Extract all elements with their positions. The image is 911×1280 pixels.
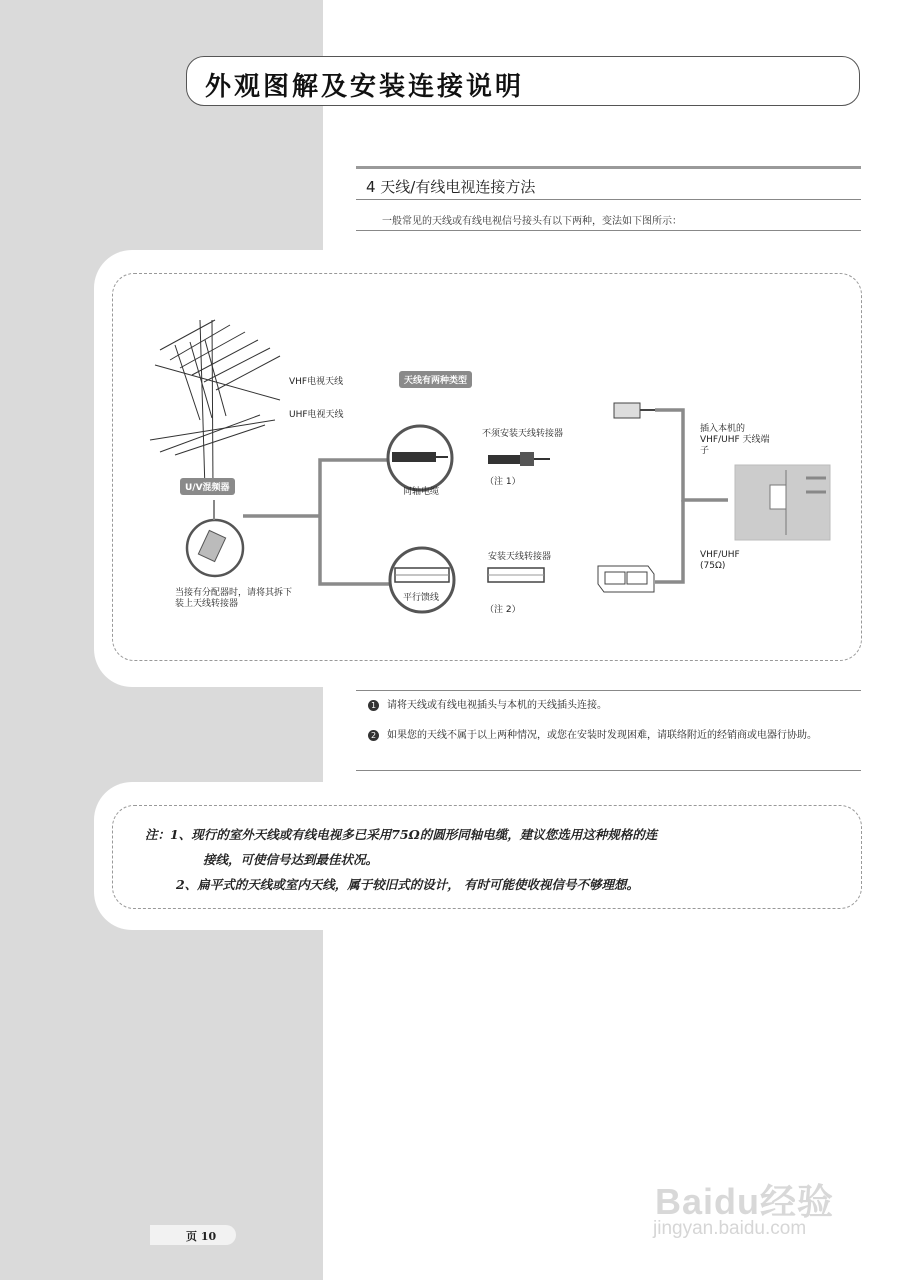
insert-terminal-label: 插入本机的 VHF/UHF 天线端子 <box>700 424 770 456</box>
note-text: 请将天线或有线电视插头与本机的天线插头连接。 <box>387 700 607 711</box>
note2-label: （注 2） <box>485 605 521 615</box>
no-adapter-label: 不须安装天线转接器 <box>482 429 564 439</box>
page-number-box <box>150 1225 236 1245</box>
note-text: 如果您的天线不属于以上两种情况，或您在安装时发现困难，请联络附近的经销商或电器行协助。 <box>387 730 817 741</box>
flat-cable-label: 平行馈线 <box>403 593 440 603</box>
remark-line-1: 注：1、现行的室外天线或有线电视多已采用75Ω的圆形同轴电缆，建议您选用这种规格的连 <box>145 827 658 842</box>
coax-cable-icon <box>388 426 452 490</box>
flat-adapter-icon <box>488 568 544 582</box>
vhf-antenna-label: VHF电视天线 <box>289 377 344 387</box>
remark-line-1b: 接线，可使信号达到最佳状况。 <box>203 852 379 867</box>
watermark-url: jingyan.baidu.com <box>653 1218 807 1239</box>
coax-plug-icon <box>488 452 550 466</box>
mixer-icon <box>187 500 243 576</box>
watermark <box>645 1170 865 1250</box>
uhf-antenna-label: UHF电视天线 <box>289 410 344 420</box>
section-intro: 一般常见的天线或有线电视信号接头有以下两种，变法如下图所示： <box>382 216 682 227</box>
tv-terminal-icon <box>735 465 830 540</box>
note-number: 2 <box>368 730 379 741</box>
notes-rule-bottom <box>356 770 861 771</box>
coax-cable-label: 同轴电缆 <box>403 487 440 497</box>
antenna-icon <box>150 320 280 490</box>
watermark-brand: Baidu经验 <box>655 1181 835 1222</box>
two-types-tag: 天线有两种类型 <box>399 371 472 388</box>
page-number: 页 10 <box>186 1230 217 1243</box>
page-title: 外观图解及安装连接说明 <box>205 72 525 102</box>
f-connector-icon <box>614 403 655 418</box>
remark-line-2: 2、扁平式的天线或室内天线，属于较旧式的设计， 有时可能使收视信号不够理想。 <box>176 877 640 892</box>
note-item-1 <box>368 697 858 715</box>
note-item-2 <box>368 727 858 745</box>
install-adapter-label: 安装天线转接器 <box>488 552 552 562</box>
adapter-box-icon <box>598 566 654 592</box>
note1-label: （注 1） <box>485 477 521 487</box>
note-number: 1 <box>368 700 379 711</box>
section-title: 4 天线/有线电视连接方法 <box>366 178 536 196</box>
vhf-uhf-75-label: VHF/UHF (75Ω) <box>700 550 740 571</box>
uv-mixer-tag: U/V混频器 <box>180 478 235 495</box>
notes-rule-top <box>356 690 861 691</box>
mixer-note: 当接有分配器时，请将其拆下装上天线转接器 <box>175 588 293 609</box>
